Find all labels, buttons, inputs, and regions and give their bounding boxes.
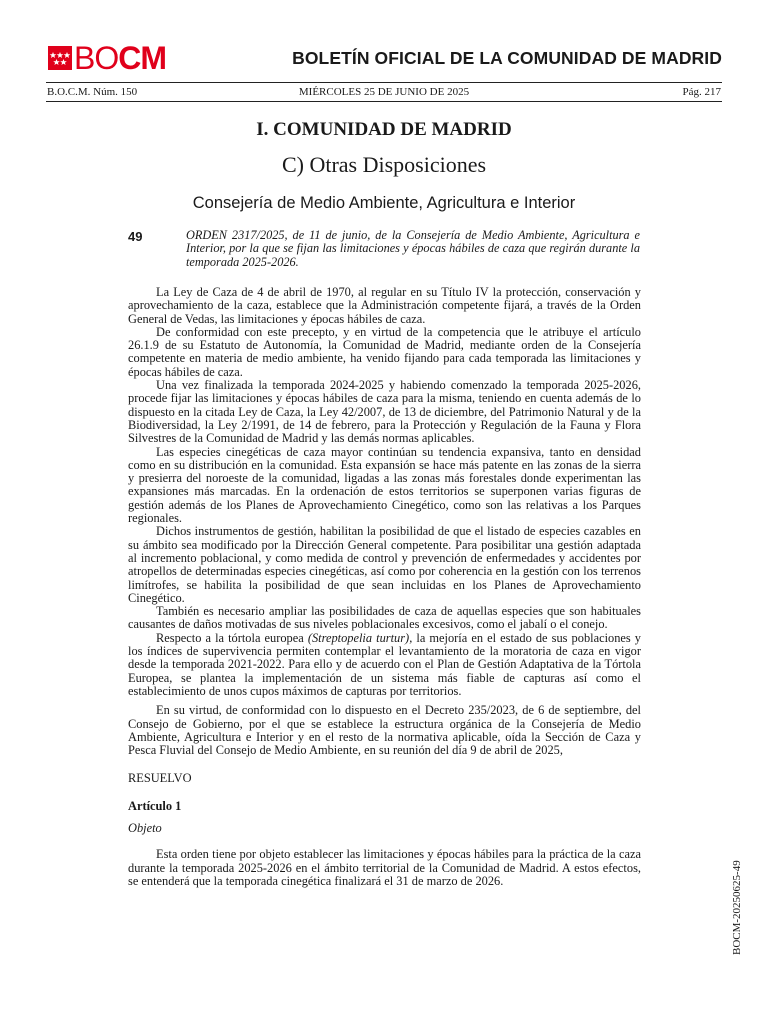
order-title: ORDEN 2317/2025, de 11 de junio, de la Consejería de Medio Ambiente, Agricultura e Interior, por la que se fijan las limitaciones y épocas hábiles de caza que regirán durante la temporada 2025-2026.	[186, 228, 640, 269]
section-subtitle: C) Otras Disposiciones	[281, 152, 487, 177]
article-heading: Artículo 1	[128, 798, 182, 813]
article-subheading: Objeto	[128, 820, 162, 835]
order-number: 49	[128, 229, 143, 244]
paragraph: De conformidad con este precepto, y en virtud de la competencia que le atribuye el artículo 26.1.9 de su Estatuto de Autonomía, la Comunidad de Madrid, mediante orden de la Consejería competente en materia de medio ambiente, ha venido fijando para cada temporada las limitaciones y épocas hábiles de caza.	[128, 324, 641, 379]
species-name: (Streptopelia turtur),	[307, 630, 413, 645]
issue-number: B.O.C.M. Núm. 150	[47, 86, 138, 98]
paragraph-tortola	[128, 632, 641, 698]
header-rule-bottom	[46, 101, 722, 102]
side-code: BOCM-20250625-49	[731, 860, 743, 955]
paragraph: Una vez finalizada la temporada 2024-2025 y habiendo comenzado la temporada 2025-2026, procede fijar las limitaciones y épocas hábiles de caza para la misma, teniendo en cuenta además de lo dispuesto en la citada Ley de Caza, la Ley 42/2007, de 13 de diciembre, del Patrimonio Natural y de la Biodiversidad, la Ley 2/1991, de 14 de febrero, para la Protección y Regulación de la Fauna y Flora Silvestres de la Comunidad de Madrid y las demás normas aplicables.	[128, 378, 641, 446]
logo-bo: BO	[74, 40, 119, 76]
logo-wordmark	[74, 40, 166, 76]
tortola-text-pre: Respecto a la tórtola europea	[156, 630, 308, 645]
tortola-text-post: la mejoría en el estado de sus poblaciones y los índices de supervivencia permiten contemplar el levantamiento de la moratoria de caza en vigor desde la temporada 2021-2022. Para ello y de acuerdo con el Plan de Gestión Adaptativa de la Tórtola Europea, se plantea la implementación de un sistema más fiable de capturas así como el establecimiento de unos cupos máximos de capturas por territorios.	[128, 630, 642, 698]
madrid-flag-icon	[48, 46, 72, 70]
section-title: I. COMUNIDAD DE MADRID	[256, 119, 512, 140]
paragraph: La Ley de Caza de 4 de abril de 1970, al regular en su Título IV la protección, conservación y aprovechamiento de la caza, establece que la Administración competente fijará, a través de la Orden General de Vedas, las limitaciones y épocas hábiles de caza.	[128, 285, 641, 326]
masthead-title: BOLETÍN OFICIAL DE LA COMUNIDAD DE MADRID	[292, 48, 722, 68]
issue-date: MIÉRCOLES 25 DE JUNIO DE 2025	[298, 86, 470, 98]
page-number: Pág. 217	[682, 86, 721, 98]
resuelvo-heading: RESUELVO	[128, 771, 192, 786]
article-text: Esta orden tiene por objeto establecer las limitaciones y épocas hábiles para la práctica de la caza durante la temporada 2025-2026 en el ámbito territorial de la Comunidad de Madrid. A estos efectos, se entenderá que la temporada cinegética finalizará el 31 de marzo de 2026.	[128, 847, 641, 888]
department-title: Consejería de Medio Ambiente, Agricultura e Interior	[192, 194, 576, 212]
document-body	[128, 286, 641, 888]
logo-cm: CM	[118, 40, 166, 76]
header-rule-top	[46, 82, 722, 83]
bocm-logo	[48, 40, 166, 76]
paragraph: Las especies cinegéticas de caza mayor continúan su tendencia expansiva, tanto en densidad como en su distribución en la comunidad. Esta expansión se hace más patente en las zonas de la sierra y presierra del noroeste de la comunidad, ligadas a las zonas más forestales donde experimentan las expansiones más marcadas. En la ordenación de estos territorios se superponen varias figuras de gestión además de los Planes de Aprovechamiento Cinegético, como son las relativas a los Parques regionales.	[128, 444, 641, 526]
paragraph: Dichos instrumentos de gestión, habilitan la posibilidad de que el listado de especies cazables en su ámbito sea modificado por la Dirección General competente. Para posibilitar una gestión adaptada al incremento poblacional, y como medida de control y prevención de enfermedades y accidentes por atropellos de determinadas especies cinegéticas, así como por coherencia en la gestión con los terrenos limítrofes, se habilita la posibilidad de que sean incluidas en los Planes de Aprovechamiento Cinegético.	[128, 524, 641, 605]
paragraph: También es necesario ampliar las posibilidades de caza de aquellas especies que son habituales causantes de daños motivadas de sus niveles poblacionales excesivos, como el jabalí o el conejo.	[128, 604, 641, 632]
closing-paragraph: En su virtud, de conformidad con lo dispuesto en el Decreto 235/2023, de 6 de septiembre, del Consejo de Gobierno, por el que se establece la estructura orgánica de la Consejería de Medio Ambiente, Agricultura e Interior y en el resto de la normativa aplicable, oída la Sección de Caza y Pesca Fluvial del Consejo de Medio Ambiente, en su reunión del día 9 de abril de 2025,	[128, 703, 641, 758]
